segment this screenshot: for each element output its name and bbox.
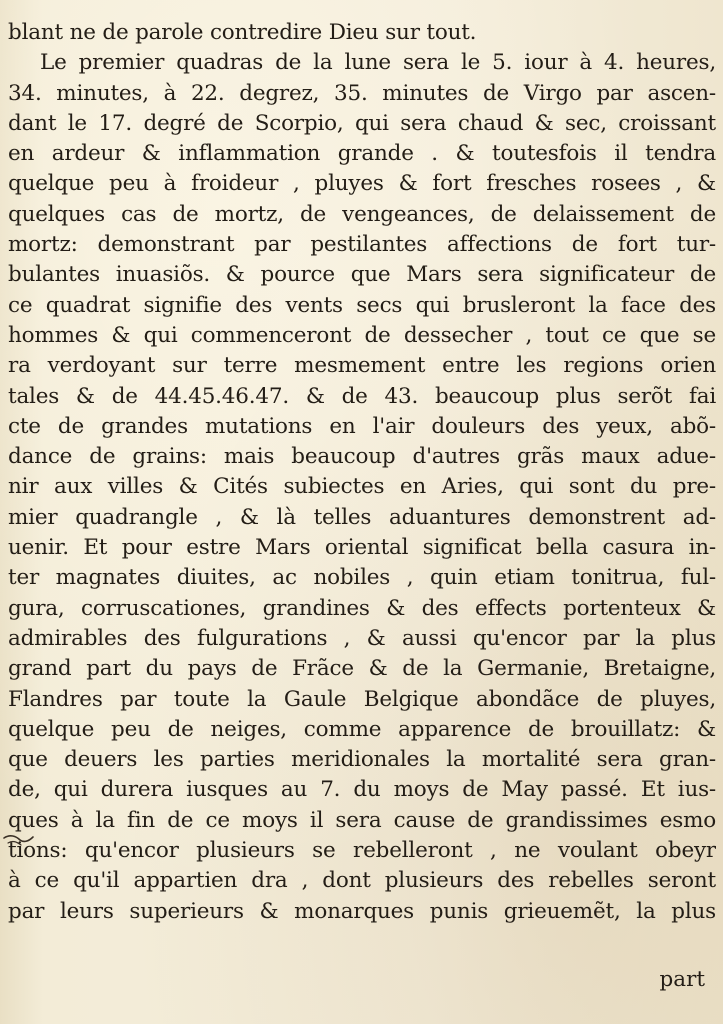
text-line: quelque peu de neiges, comme apparence de brouillatz: &: [8, 716, 716, 742]
text-line: uenir. Et pour estre Mars oriental significat bella casura in-: [8, 535, 716, 561]
text-line: gura, corruscationes, grandines & des effects portenteux &: [8, 595, 716, 621]
text-line: tales & de 44.45.46.47. & de 43. beaucoup plus serõt fai: [8, 383, 716, 409]
text-line: tions: qu'encor plusieurs se rebelleront , ne voulant obeyr: [8, 838, 716, 864]
text-line: quelques cas de mortz, de vengeances, de delaissement de: [8, 201, 716, 227]
text-line: quelque peu à froideur , pluyes & fort fresches rosees , &: [8, 171, 716, 197]
text-line: à ce qu'il appartien dra , dont plusieurs des rebelles seront: [8, 868, 716, 894]
text-line: ce quadrat signifie des vents secs qui brusleront la face des: [8, 292, 716, 318]
text-line: ter magnates diuites, ac nobiles , quin etiam tonitrua, ful-: [8, 565, 716, 591]
page-text: [8, 18, 716, 927]
text-line: en ardeur & inflammation grande . & toutesfois il tendra: [8, 141, 716, 167]
text-line: dant le 17. degré de Scorpio, qui sera chaud & sec, croissant: [8, 110, 716, 136]
text-line: nir aux villes & Cités subiectes en Aries, qui sont du pre-: [8, 474, 716, 500]
text-line: dance de grains: mais beaucoup d'autres grãs maux adue-: [8, 444, 716, 470]
text-line: mortz: demonstrant par pestilantes affections de fort tur-: [8, 232, 716, 258]
text-line: par leurs superieurs & monarques punis grieuemẽt, la plus: [8, 898, 716, 924]
text-line: que deuers les parties meridionales la mortalité sera gran-: [8, 747, 716, 773]
text-line: admirables des fulgurations , & aussi qu'encor par la plus: [8, 625, 716, 651]
text-line: bulantes inuasiõs. & pource que Mars sera significateur de: [8, 262, 716, 288]
text-line: ra verdoyant sur terre mesmement entre les regions orien: [8, 353, 716, 379]
ink-mark-icon: [2, 828, 36, 852]
text-line: mier quadrangle , & là telles aduantures demonstrent ad-: [8, 504, 716, 530]
text-line: hommes & qui commenceront de dessecher , tout ce que se: [8, 322, 716, 348]
catchword: part: [659, 967, 705, 992]
text-line: cte de grandes mutations en l'air douleurs des yeux, abõ-: [8, 413, 716, 439]
text-line: Le premier quadras de la lune sera le 5. iour à 4. heures,: [40, 50, 716, 76]
text-line: grand part du pays de Frãce & de la Germanie, Bretaigne,: [8, 656, 716, 682]
text-line: Flandres par toute la Gaule Belgique abondãce de pluyes,: [8, 686, 716, 712]
text-line: de, qui durera iusques au 7. du moys de May passé. Et ius-: [8, 777, 716, 803]
text-line: 34. minutes, à 22. degrez, 35. minutes de Virgo par ascen-: [8, 80, 716, 106]
text-line: blant ne de parole contredire Dieu sur tout.: [8, 20, 477, 45]
text-line: ques à la fin de ce moys il sera cause de grandissimes esmo: [8, 807, 716, 833]
